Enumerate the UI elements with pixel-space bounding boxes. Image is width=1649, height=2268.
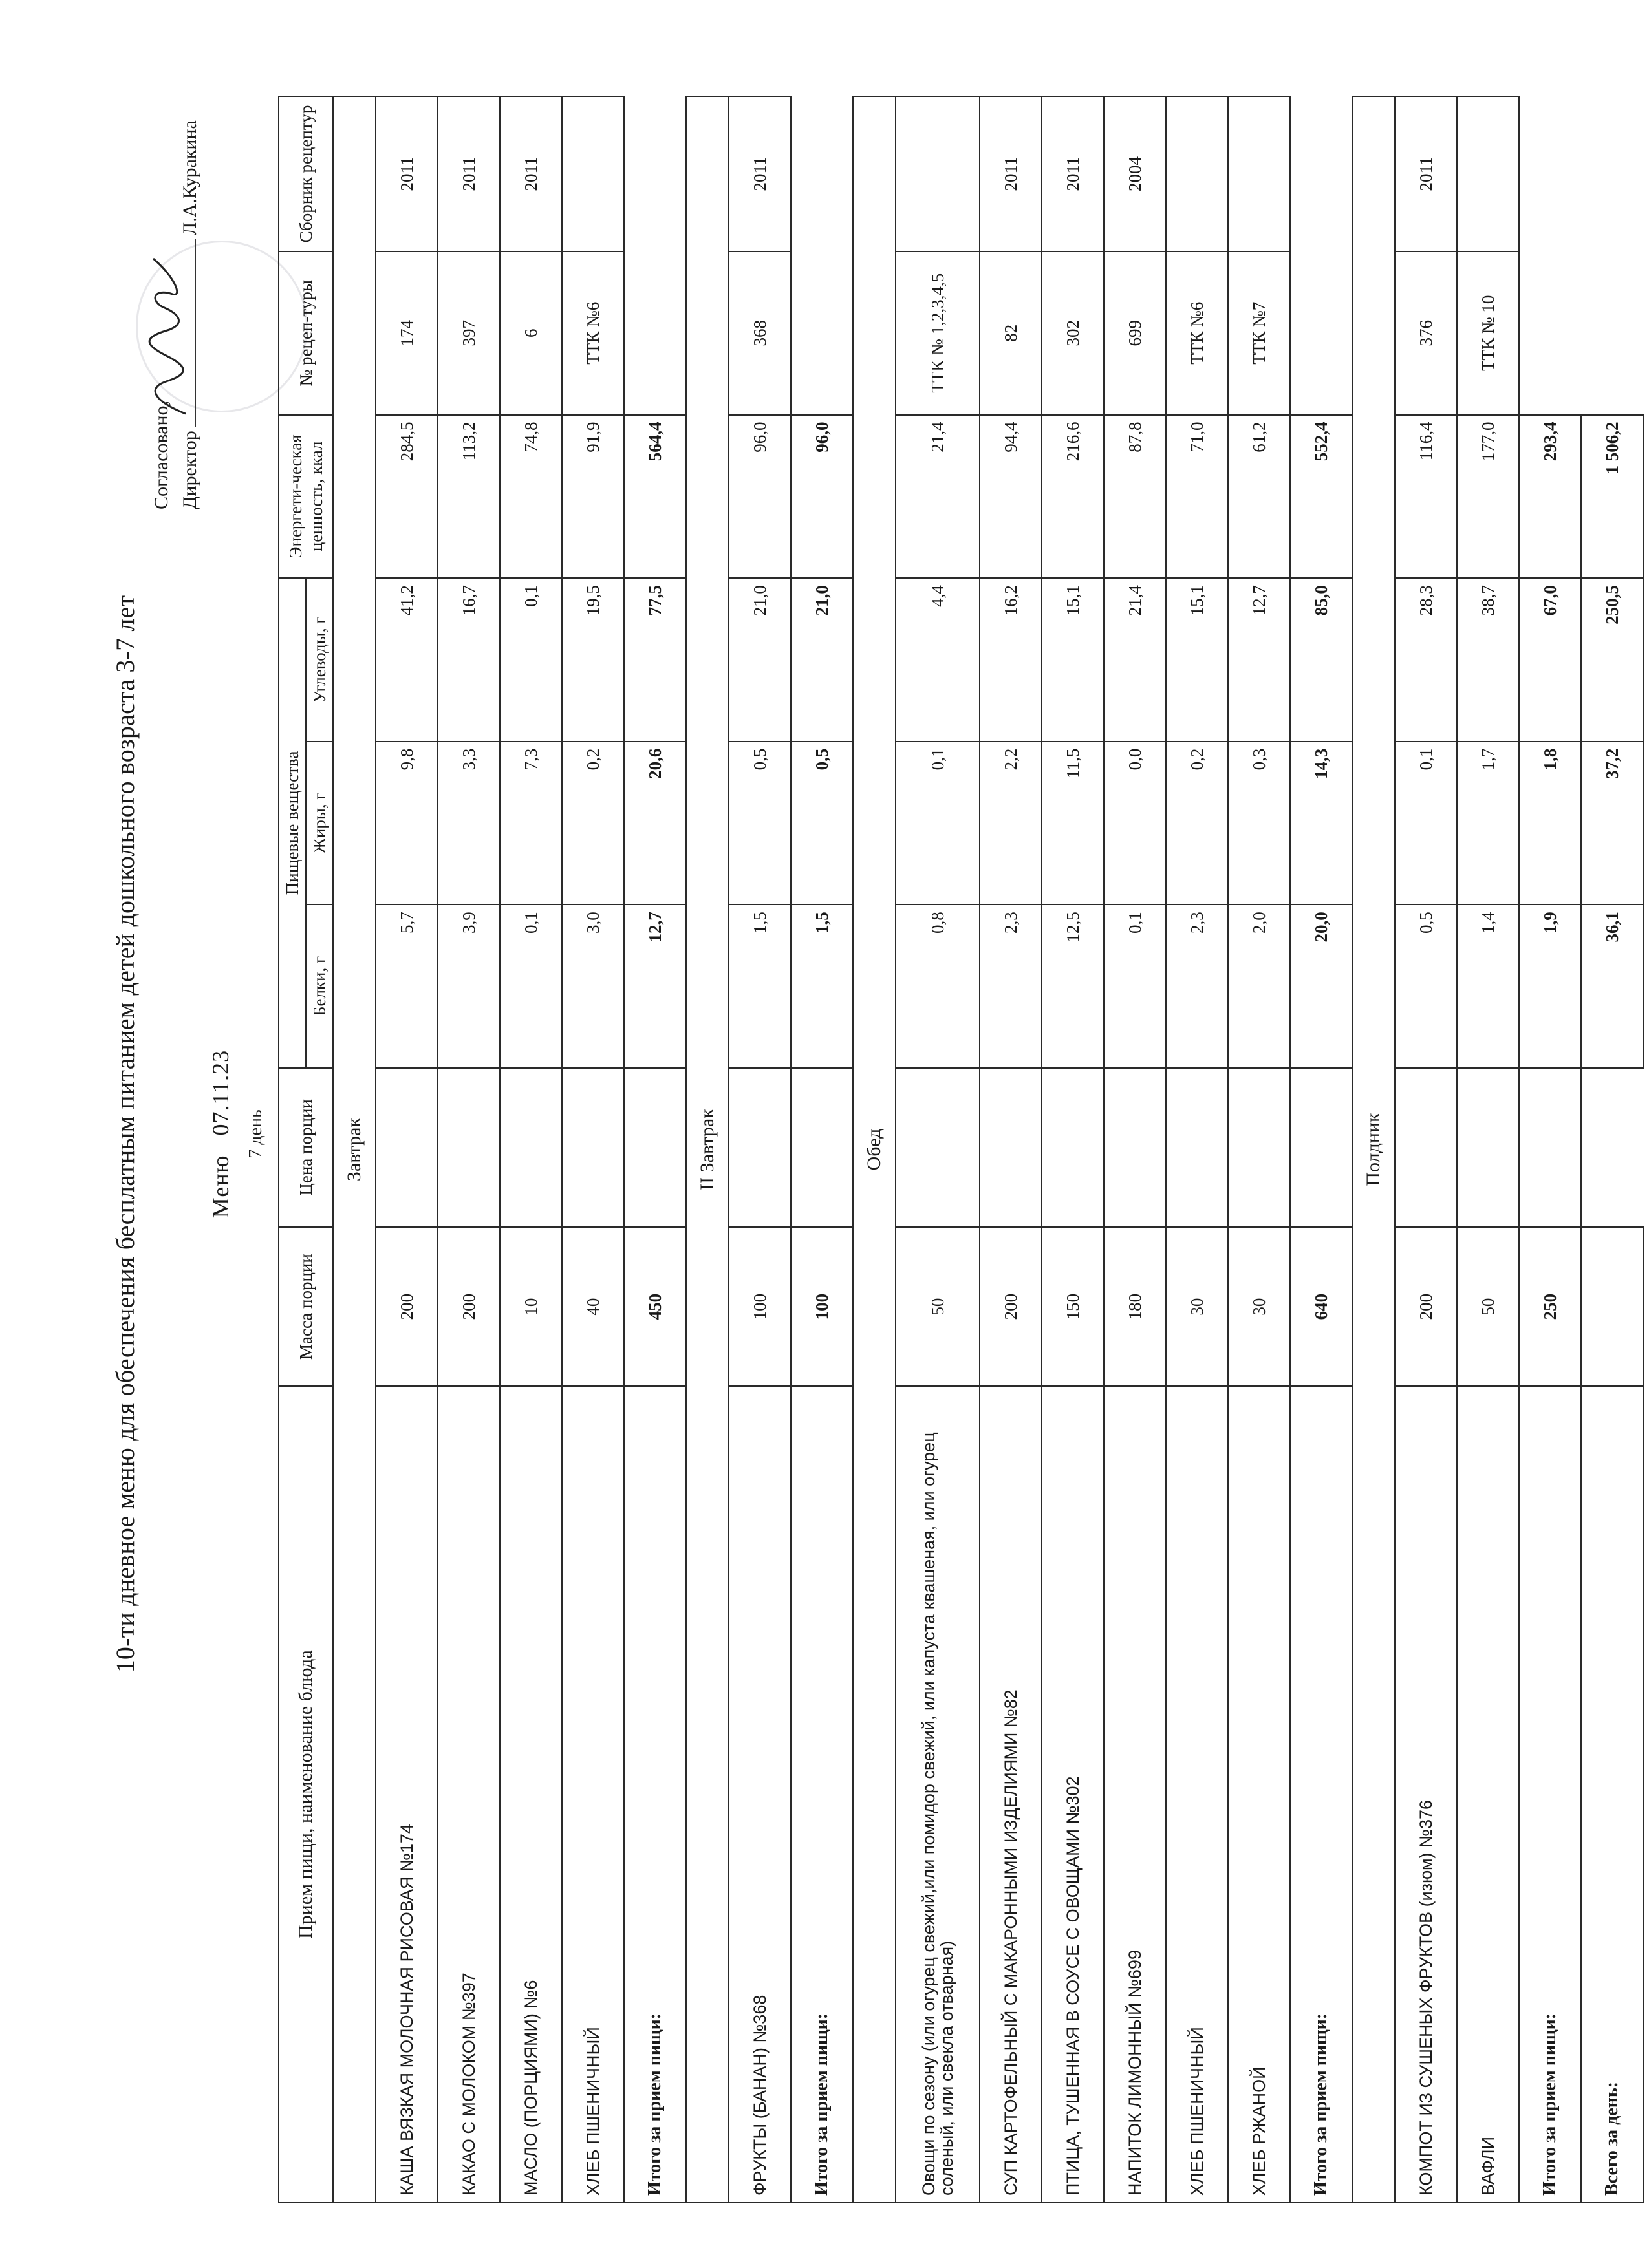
total-empty: [1290, 96, 1352, 251]
dish-name: ХЛЕБ ПШЕНИЧНЫЙ: [562, 1386, 624, 2203]
table-row: [1042, 96, 1104, 2203]
table-row: [1228, 96, 1290, 2203]
grand-total-empty: [1581, 251, 1643, 415]
grand-total-fat: 37,2: [1581, 742, 1643, 905]
approval-name: Л.А.Куракина: [179, 120, 200, 236]
section-title: Завтрак: [333, 96, 376, 2203]
dish-energy: 87,8: [1104, 415, 1166, 579]
dish-carbs: 19,5: [562, 578, 624, 742]
total-fat: 20,6: [624, 742, 686, 905]
header-recipe: № рецеп-туры: [279, 251, 333, 415]
total-price: [624, 1068, 686, 1227]
dish-name: ВАФЛИ: [1457, 1386, 1519, 2203]
dish-mass: 100: [729, 1227, 791, 1386]
dish-carbs: 12,7: [1228, 578, 1290, 742]
dish-recipe: 302: [1042, 251, 1104, 415]
dish-energy: 91,9: [562, 415, 624, 579]
dish-carbs: 0,1: [500, 578, 562, 742]
dish-collection: 2011: [729, 96, 791, 251]
dish-price: [500, 1068, 562, 1227]
dish-fat: 7,3: [500, 742, 562, 905]
total-fat: 14,3: [1290, 742, 1352, 905]
dish-fat: 1,7: [1457, 742, 1519, 905]
dish-fat: 0,1: [1395, 742, 1457, 905]
dish-collection: 2011: [980, 96, 1042, 251]
dish-mass: 40: [562, 1227, 624, 1386]
dish-energy: 96,0: [729, 415, 791, 579]
dish-fat: 0,2: [1166, 742, 1228, 905]
total-empty: [1290, 251, 1352, 415]
header-name: Прием пищи, наименование блюда: [279, 1386, 333, 2203]
dish-carbs: 21,4: [1104, 578, 1166, 742]
dish-mass: 200: [376, 1227, 438, 1386]
dish-recipe: ТТК №7: [1228, 251, 1290, 415]
dish-price: [980, 1068, 1042, 1227]
dish-protein: 1,4: [1457, 904, 1519, 1068]
menu-label: Меню: [208, 1155, 233, 1219]
total-row: [791, 96, 853, 2203]
approval-agreed-label: Согласовано,: [151, 400, 172, 509]
dish-mass: 200: [438, 1227, 500, 1386]
menu-heading: [207, 0, 234, 2268]
total-empty: [1519, 96, 1581, 251]
dish-price: [562, 1068, 624, 1227]
menu-table: [278, 96, 1644, 2203]
dish-carbs: 15,1: [1042, 578, 1104, 742]
total-price: [1519, 1068, 1581, 1227]
dish-fat: 2,2: [980, 742, 1042, 905]
total-energy: 96,0: [791, 415, 853, 579]
dish-carbs: 28,3: [1395, 578, 1457, 742]
dish-recipe: 376: [1395, 251, 1457, 415]
dish-fat: 9,8: [376, 742, 438, 905]
dish-protein: 2,0: [1228, 904, 1290, 1068]
dish-fat: 0,5: [729, 742, 791, 905]
dish-recipe: ТТК № 1,2,3,4,5: [896, 251, 980, 415]
header-collection: Сборник рецептур: [279, 96, 333, 251]
table-row: [896, 96, 980, 2203]
dish-energy: 216,6: [1042, 415, 1104, 579]
dish-energy: 94,4: [980, 415, 1042, 579]
header-price: Цена порции: [279, 1068, 333, 1227]
dish-mass: 180: [1104, 1227, 1166, 1386]
dish-price: [896, 1068, 980, 1227]
total-empty: [791, 96, 853, 251]
dish-collection: [1228, 96, 1290, 251]
day-label: 7 день: [246, 1109, 266, 1159]
table-row: [500, 96, 562, 2203]
dish-carbs: 21,0: [729, 578, 791, 742]
document-title: 10-ти дневное меню для обеспечения бесплатным питанием детей дошкольного возраста 3-7 лет: [111, 595, 140, 1673]
dish-fat: 0,1: [896, 742, 980, 905]
header-mass: Масса порции: [279, 1227, 333, 1386]
dish-collection: [896, 96, 980, 251]
dish-carbs: 38,7: [1457, 578, 1519, 742]
dish-energy: 21,4: [896, 415, 980, 579]
dish-collection: [562, 96, 624, 251]
dish-protein: 0,5: [1395, 904, 1457, 1068]
total-carbs: 67,0: [1519, 578, 1581, 742]
section-row: [1352, 96, 1395, 2203]
dish-name: СУП КАРТОФЕЛЬНЫЙ С МАКАРОННЫМИ ИЗДЕЛИЯМИ №82: [980, 1386, 1042, 2203]
dish-carbs: 4,4: [896, 578, 980, 742]
section-row: [853, 96, 896, 2203]
dish-collection: [1457, 96, 1519, 251]
grand-total-price: [1581, 1068, 1643, 1227]
dish-protein: 0,1: [1104, 904, 1166, 1068]
menu-date: 07.11.23: [208, 1049, 233, 1136]
dish-mass: 50: [1457, 1227, 1519, 1386]
dish-protein: 3,0: [562, 904, 624, 1068]
dish-energy: 74,8: [500, 415, 562, 579]
total-label: Итого за прием пищи:: [791, 1386, 853, 2203]
section-title: II Завтрак: [686, 96, 729, 2203]
total-mass: 250: [1519, 1227, 1581, 1386]
dish-recipe: ТТК №6: [562, 251, 624, 415]
total-fat: 0,5: [791, 742, 853, 905]
total-carbs: 85,0: [1290, 578, 1352, 742]
dish-fat: 3,3: [438, 742, 500, 905]
total-empty: [624, 96, 686, 251]
dish-name: КАКАО С МОЛОКОМ №397: [438, 1386, 500, 2203]
dish-price: [729, 1068, 791, 1227]
dish-recipe: 397: [438, 251, 500, 415]
dish-name: Овощи по сезону (или огурец свежий,или помидор свежий, или капуста квашеная, или огурец соленый, или свекла отварная): [896, 1386, 980, 2203]
dish-protein: 5,7: [376, 904, 438, 1068]
section-row: [686, 96, 729, 2203]
dish-collection: 2011: [438, 96, 500, 251]
header-fat: Жиры, г: [306, 742, 333, 905]
dish-fat: 0,0: [1104, 742, 1166, 905]
dish-protein: 3,9: [438, 904, 500, 1068]
total-label: Итого за прием пищи:: [624, 1386, 686, 2203]
total-empty: [1519, 251, 1581, 415]
section-title: Полдник: [1352, 96, 1395, 2203]
total-price: [791, 1068, 853, 1227]
total-empty: [624, 251, 686, 415]
total-empty: [791, 251, 853, 415]
dish-price: [438, 1068, 500, 1227]
dish-mass: 10: [500, 1227, 562, 1386]
dish-name: ХЛЕБ ПШЕНИЧНЫЙ: [1166, 1386, 1228, 2203]
total-mass: 100: [791, 1227, 853, 1386]
dish-carbs: 16,2: [980, 578, 1042, 742]
dish-carbs: 16,7: [438, 578, 500, 742]
header-protein: Белки, г: [306, 904, 333, 1068]
dish-price: [1104, 1068, 1166, 1227]
dish-recipe: 6: [500, 251, 562, 415]
dish-recipe: 368: [729, 251, 791, 415]
dish-collection: 2011: [1395, 96, 1457, 251]
grand-total-protein: 36,1: [1581, 904, 1643, 1068]
dish-name: ХЛЕБ РЖАНОЙ: [1228, 1386, 1290, 2203]
grand-total-mass: [1581, 1227, 1643, 1386]
dish-name: НАПИТОК ЛИМОННЫЙ №699: [1104, 1386, 1166, 2203]
table-row: [1166, 96, 1228, 2203]
dish-protein: 2,3: [1166, 904, 1228, 1068]
total-protein: 1,5: [791, 904, 853, 1068]
dish-price: [1457, 1068, 1519, 1227]
table-row: [1395, 96, 1457, 2203]
dish-fat: 0,3: [1228, 742, 1290, 905]
dish-energy: 177,0: [1457, 415, 1519, 579]
dish-protein: 0,8: [896, 904, 980, 1068]
total-price: [1290, 1068, 1352, 1227]
dish-name: КОМПОТ ИЗ СУШЕНЫХ ФРУКТОВ (изюм) №376: [1395, 1386, 1457, 2203]
dish-carbs: 15,1: [1166, 578, 1228, 742]
dish-price: [1042, 1068, 1104, 1227]
table-header-row: [279, 96, 306, 2203]
dish-carbs: 41,2: [376, 578, 438, 742]
grand-total-empty: [1581, 96, 1643, 251]
total-row: [624, 96, 686, 2203]
dish-energy: 113,2: [438, 415, 500, 579]
header-nutrients: Пищевые вещества: [279, 578, 306, 1068]
dish-energy: 61,2: [1228, 415, 1290, 579]
total-protein: 12,7: [624, 904, 686, 1068]
dish-mass: 150: [1042, 1227, 1104, 1386]
total-carbs: 77,5: [624, 578, 686, 742]
total-carbs: 21,0: [791, 578, 853, 742]
approval-block: [147, 57, 204, 509]
dish-name: ФРУКТЫ (БАНАН) №368: [729, 1386, 791, 2203]
total-row: [1290, 96, 1352, 2203]
menu-body: [333, 96, 1643, 2203]
dish-recipe: 82: [980, 251, 1042, 415]
section-title: Обед: [853, 96, 896, 2203]
grand-total-energy: 1 506,2: [1581, 415, 1643, 579]
grand-total-row: [1581, 96, 1643, 2203]
signature-icon: [140, 239, 199, 427]
dish-collection: 2011: [1042, 96, 1104, 251]
table-row: [562, 96, 624, 2203]
dish-price: [1166, 1068, 1228, 1227]
total-protein: 20,0: [1290, 904, 1352, 1068]
total-mass: 450: [624, 1227, 686, 1386]
dish-name: МАСЛО (ПОРЦИЯМИ) №6: [500, 1386, 562, 2203]
table-row: [376, 96, 438, 2203]
dish-collection: 2011: [500, 96, 562, 251]
dish-price: [1228, 1068, 1290, 1227]
dish-energy: 71,0: [1166, 415, 1228, 579]
total-mass: 640: [1290, 1227, 1352, 1386]
dish-protein: 2,3: [980, 904, 1042, 1068]
dish-mass: 30: [1166, 1227, 1228, 1386]
table-row: [1457, 96, 1519, 2203]
grand-total-carbs: 250,5: [1581, 578, 1643, 742]
dish-price: [1395, 1068, 1457, 1227]
section-row: [333, 96, 376, 2203]
dish-mass: 50: [896, 1227, 980, 1386]
dish-energy: 284,5: [376, 415, 438, 579]
dish-fat: 11,5: [1042, 742, 1104, 905]
dish-recipe: 699: [1104, 251, 1166, 415]
dish-price: [376, 1068, 438, 1227]
dish-collection: [1166, 96, 1228, 251]
dish-name: ПТИЦА, ТУШЕННАЯ В СОУСЕ С ОВОЩАМИ №302: [1042, 1386, 1104, 2203]
dish-energy: 116,4: [1395, 415, 1457, 579]
total-energy: 552,4: [1290, 415, 1352, 579]
dish-mass: 30: [1228, 1227, 1290, 1386]
table-row: [1104, 96, 1166, 2203]
signature-line: [179, 239, 196, 427]
header-carbs: Углеводы, г: [306, 578, 333, 742]
dish-recipe: ТТК №6: [1166, 251, 1228, 415]
total-row: [1519, 96, 1581, 2203]
total-fat: 1,8: [1519, 742, 1581, 905]
table-row: [980, 96, 1042, 2203]
dish-protein: 1,5: [729, 904, 791, 1068]
dish-recipe: ТТК № 10: [1457, 251, 1519, 415]
total-label: Итого за прием пищи:: [1290, 1386, 1352, 2203]
dish-recipe: 174: [376, 251, 438, 415]
dish-protein: 12,5: [1042, 904, 1104, 1068]
dish-collection: 2011: [376, 96, 438, 251]
approval-position: Директор: [179, 431, 200, 509]
dish-name: КАША ВЯЗКАЯ МОЛОЧНАЯ РИСОВАЯ №174: [376, 1386, 438, 2203]
total-energy: 564,4: [624, 415, 686, 579]
total-energy: 293,4: [1519, 415, 1581, 579]
dish-mass: 200: [1395, 1227, 1457, 1386]
grand-total-label: Всего за день:: [1581, 1386, 1643, 2203]
dish-mass: 200: [980, 1227, 1042, 1386]
table-row: [729, 96, 791, 2203]
table-row: [438, 96, 500, 2203]
total-label: Итого за прием пищи:: [1519, 1386, 1581, 2203]
header-energy: Энергети-ческая ценность, ккал: [279, 415, 333, 579]
total-protein: 1,9: [1519, 904, 1581, 1068]
dish-fat: 0,2: [562, 742, 624, 905]
dish-collection: 2004: [1104, 96, 1166, 251]
dish-protein: 0,1: [500, 904, 562, 1068]
